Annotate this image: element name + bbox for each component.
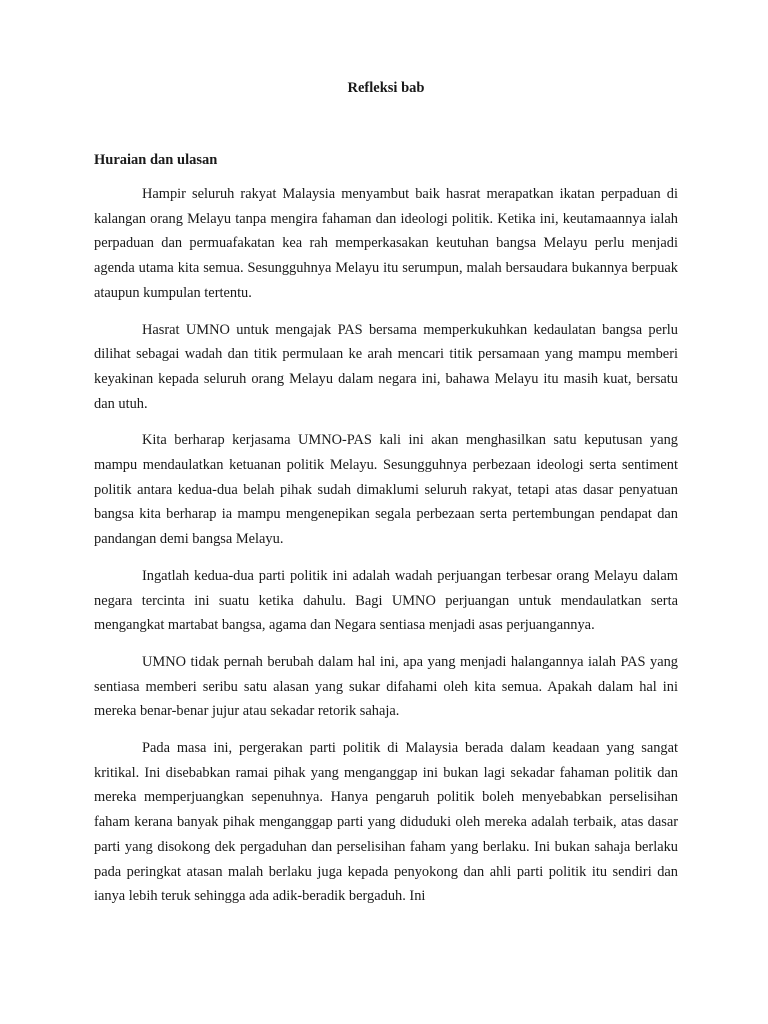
- paragraph-4: Ingatlah kedua-dua parti politik ini adalah wadah perjuangan terbesar orang Melayu dalam negara tercinta ini suatu ketika dahulu. Bagi UMNO perjuangan untuk mendaulatkan serta mengangkat martabat bangsa, agama dan Negara sentiasa menjadi asas perjuangannya.: [94, 567, 678, 634]
- paragraph-6: Pada masa ini, pergerakan parti politik di Malaysia berada dalam keadaan yang sangat kritikal. Ini disebabkan ramai pihak yang menganggap ini bukan lagi sekadar fahaman politik dan mereka memperjuangkan sepenuhnya. Hanya pengaruh politik boleh menyebabkan perselisihan faham kerana banyak pihak menganggap parti yang diduduki oleh mereka adalah terbaik, atas dasar parti yang disokong dek pergaduhan dan perselisihan faham yang berlaku. Ini bukan sahaja berlaku pada peringkat atasan malah berlaku juga kepada penyokong dan ahli parti politik itu sendiri dan ianya lebih teruk sehingga ada adik-beradik bergaduh. Ini: [94, 740, 678, 905]
- paragraph-3: Kita berharap kerjasama UMNO-PAS kali ini akan menghasilkan satu keputusan yang mampu mendaulatkan ketuanan politik Melayu. Sesungguhnya perbezaan ideologi serta sentiment politik antara kedua-dua belah pihak sudah dimaklumi seluruh rakyat, tetapi atas dasar penyatuan bangsa kita berharap ia mampu mengenepikan segala perbezaan serta pertembungan pendapat dan pandangan demi bangsa Melayu.: [94, 432, 678, 548]
- paragraph-2: Hasrat UMNO untuk mengajak PAS bersama memperkukuhkan kedaulatan bangsa perlu dilihat sebagai wadah dan titik permulaan ke arah mencari titik persamaan yang mampu memberi keyakinan kepada seluruh orang Melayu dalam negara ini, bahawa Melayu itu masih kuat, bersatu dan utuh.: [94, 321, 678, 412]
- document-title: Refleksi bab: [347, 80, 425, 96]
- paragraph-5: UMNO tidak pernah berubah dalam hal ini, apa yang menjadi halangannya ialah PAS yang sentiasa memberi seribu satu alasan yang sukar difahami oleh kita semua. Apakah dalam hal ini mereka benar-benar jujur atau sekadar retorik sahaja.: [94, 653, 678, 720]
- section-heading: Huraian dan ulasan: [94, 152, 218, 168]
- document-page: [94, 78, 678, 921]
- paragraph-1: Hampir seluruh rakyat Malaysia menyambut baik hasrat merapatkan ikatan perpaduan di kalangan orang Melayu tanpa mengira fahaman dan ideologi politik. Ketika ini, keutamaannya ialah perpaduan dan permuafakatan kea rah memperkasakan keutuhan bangsa Melayu perlu menjadi agenda utama kita semua. Sesungguhnya Melayu itu serumpun, malah bersaudara bukannya berpuak ataupun kumpulan tertentu.: [94, 186, 678, 301]
